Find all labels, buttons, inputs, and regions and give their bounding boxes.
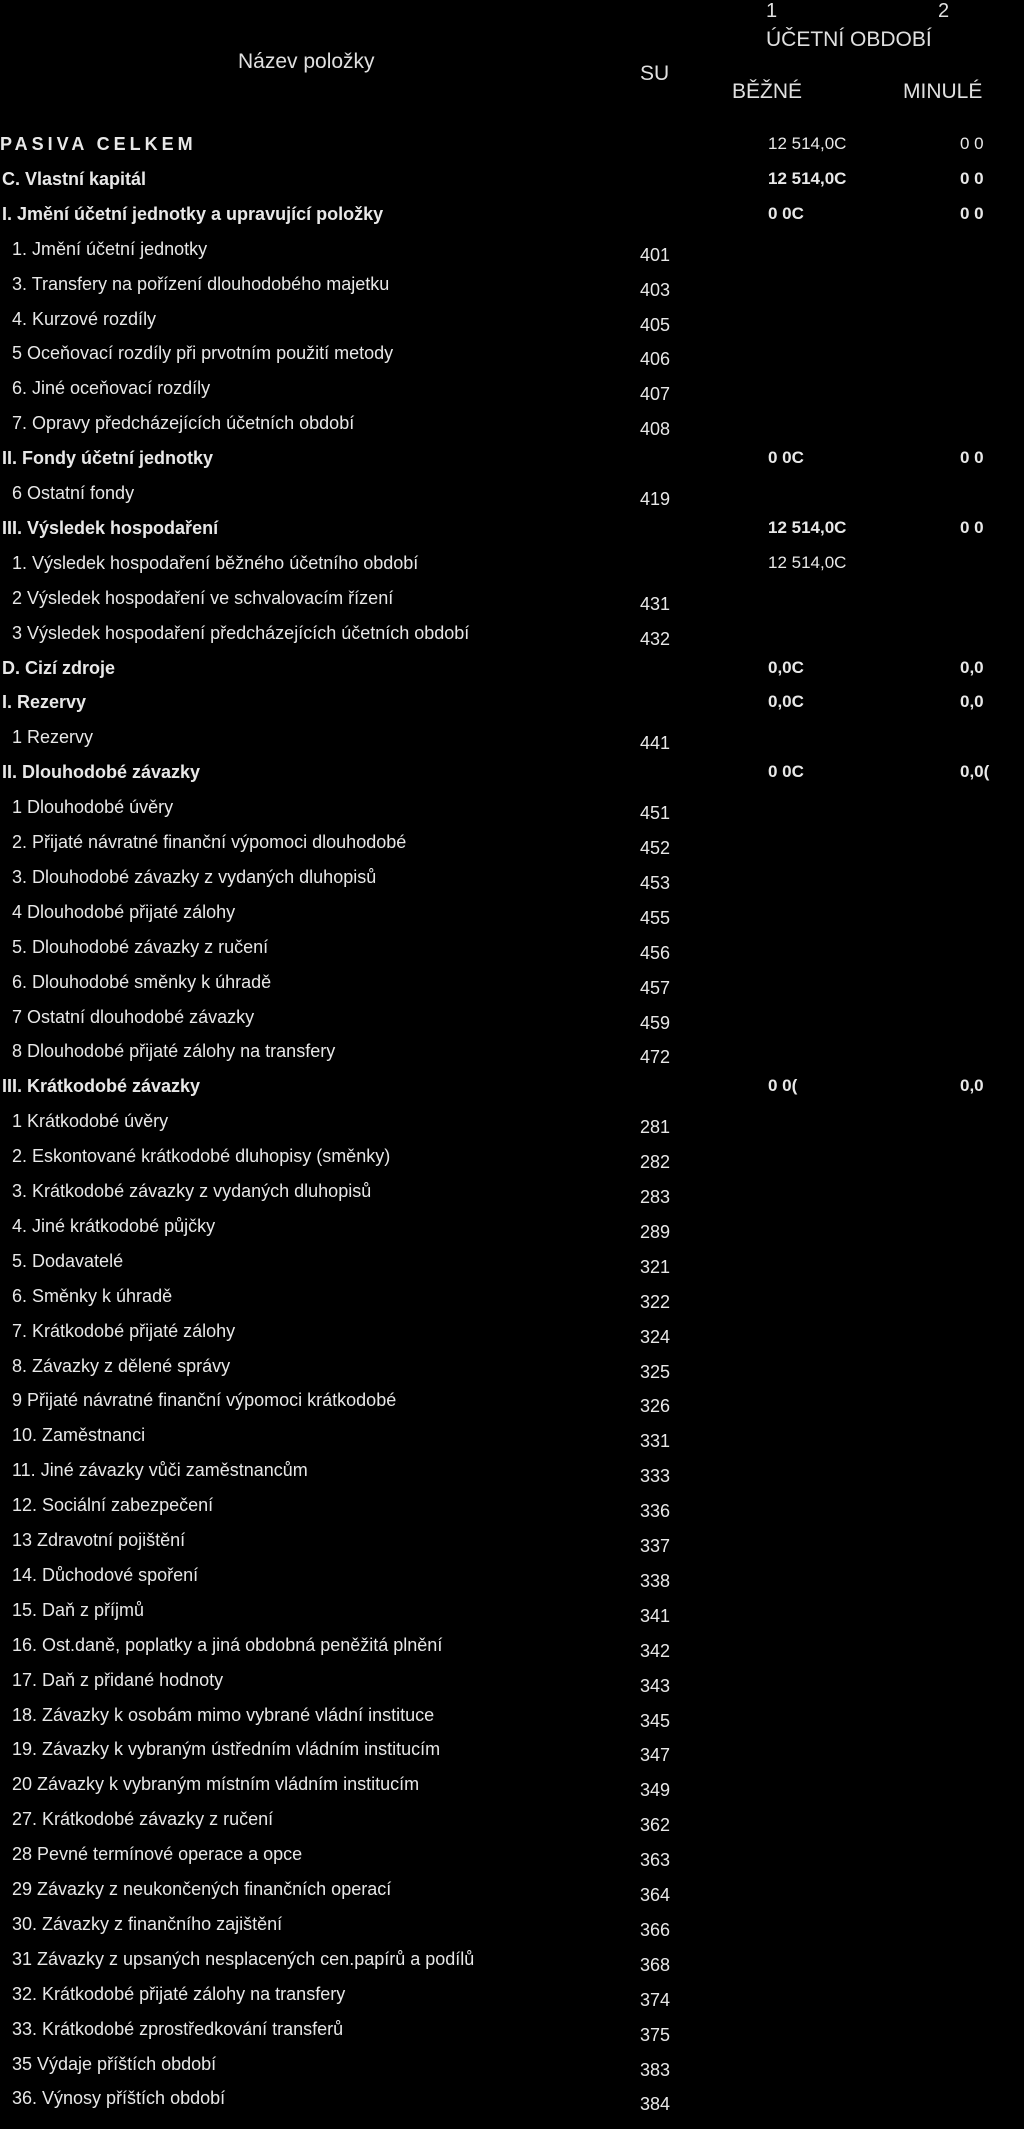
table-row [0,935,1024,970]
row-label: 4 Dlouhodobé přijaté zálohy [12,901,236,922]
row-label: 5. Dodavatelé [12,1250,124,1271]
table-row [0,1388,1024,1423]
row-su: 337 [640,1536,671,1556]
row-su: 375 [640,2024,671,2045]
table-row [0,167,1024,202]
row-su: 472 [640,1047,671,1068]
table-row [0,411,1024,446]
row-su: 441 [640,733,671,754]
table-row [0,1109,1024,1144]
table-row [0,656,1024,691]
table-row [0,760,1024,795]
row-label: 30. Závazky z finančního zajištění [12,1913,283,1934]
row-previous-value: 0 0 [960,203,984,223]
table-row [0,1703,1024,1738]
row-label: 1 Dlouhodobé úvěry [12,797,174,818]
row-label: 20 Závazky k vybraným místním vládním institucím [12,1774,420,1795]
row-label: 7. Opravy předcházejících účetních období [12,413,355,434]
table-row [0,1842,1024,1877]
row-current-value: 0,0C [768,657,804,677]
row-label: 8. Závazky z dělené správy [12,1355,231,1376]
row-label: 6. Dlouhodobé směnky k úhradě [12,971,272,992]
row-label: 2. Přijaté návratné finanční výpomoci dlouhodobé [12,832,407,852]
row-label: III. Krátkodobé závazky [2,1076,201,1097]
column-header-name: Název položky [238,50,375,73]
row-label: I. Jmění účetní jednotky a upravující položky [2,203,384,224]
row-label: 1 Rezervy [12,727,94,748]
table-row [0,621,1024,656]
table-row [0,690,1024,725]
table-row [0,1807,1024,1842]
row-current-value: 0 0( [768,1076,798,1096]
row-current-value: 0 0C [768,448,804,468]
row-su: 349 [640,1780,671,1801]
row-su: 455 [640,907,671,928]
row-label: 19. Závazky k vybraným ústředním vládním institucím [12,1739,441,1760]
row-su: 282 [640,1152,671,1173]
column-number-current: 1 [766,0,778,22]
table-row [0,586,1024,621]
table-row [0,1563,1024,1598]
row-su: 283 [640,1187,671,1207]
table-row [0,1319,1024,1354]
table-row [0,341,1024,376]
row-label: 29 Závazky z neukončených finančních operací [12,1879,392,1899]
table-row [0,1249,1024,1284]
row-label: 6 Ostatní fondy [12,483,135,503]
row-label: 9 Přijaté návratné finanční výpomoci krátkodobé [12,1390,397,1411]
row-label: 36. Výnosy příštích období [12,2088,226,2109]
row-su: 331 [640,1431,671,1452]
row-label: 12. Sociální zabezpečení [12,1495,214,1516]
table-row [0,1005,1024,1040]
row-label: 7 Ostatní dlouhodobé závazky [12,1006,255,1027]
row-previous-value: 0,0( [960,762,990,782]
row-current-value: 12 514,0C [768,517,847,537]
row-label: 3. Krátkodobé závazky z vydaných dluhopisů [12,1181,372,1201]
row-previous-value: 0 0 [960,168,984,188]
table-row [0,725,1024,760]
row-su: 326 [640,1396,671,1417]
row-su: 431 [640,593,671,614]
table-row [0,865,1024,900]
row-su: 366 [640,1919,671,1940]
table-row [0,1179,1024,1214]
row-label: 33. Krátkodobé zprostředkování transferů [12,2018,344,2039]
row-previous-value: 0 0 [960,134,984,153]
table-row [0,1354,1024,1389]
table-row [0,1423,1024,1458]
row-su: 363 [640,1850,671,1871]
row-su: 374 [640,1989,671,2010]
row-label: 2 Výsledek hospodaření ve schvalovacím řízení [12,587,394,608]
row-label: 3. Dlouhodobé závazky z vydaných dluhopisů [12,866,377,887]
row-su: 368 [640,1954,671,1975]
row-su: 347 [640,1745,671,1766]
table-row [0,830,1024,865]
table-row [0,1982,1024,2017]
column-header-previous: MINULÉ [903,80,983,103]
row-previous-value: 0 0 [960,517,984,537]
row-current-value: 12 514,0C [768,168,847,188]
row-current-value: 12 514,0C [768,134,847,153]
table-row [0,1947,1024,1982]
row-su: 333 [640,1466,671,1487]
row-label: PASIVA CELKEM [0,134,197,154]
row-su: 419 [640,489,671,509]
row-su: 451 [640,803,671,824]
row-label: 16. Ost.daně, poplatky a jiná obdobná peněžitá plnění [12,1634,443,1655]
table-row [0,1039,1024,1074]
row-label: 1. Výsledek hospodaření běžného účetního období [12,552,419,573]
table-row [0,1633,1024,1668]
row-previous-value: 0,0 [960,692,984,712]
table-row [0,376,1024,411]
table-row [0,1772,1024,1807]
table-row [0,970,1024,1005]
row-label: 27. Krátkodobé závazky z ručení [12,1809,274,1830]
table-row [0,2017,1024,2052]
column-header-current: BĚŽNÉ [732,80,803,103]
row-label: 35 Výdaje příštích období [12,2053,217,2074]
row-current-value: 12 514,0C [768,552,847,572]
row-label: 5. Dlouhodobé závazky z ručení [12,936,269,957]
column-header-su: SU [640,62,670,85]
table-row [0,237,1024,272]
table-row [0,1668,1024,1703]
row-label: 10. Zaměstnanci [12,1425,146,1446]
row-su: 364 [640,1885,671,1905]
table-row [0,1598,1024,1633]
table-row [0,1912,1024,1947]
row-su: 452 [640,838,671,858]
row-label: C. Vlastní kapitál [2,168,147,189]
row-su: 325 [640,1361,671,1382]
table-row [0,1528,1024,1563]
row-label: II. Dlouhodobé závazky [2,762,201,783]
row-label: 14. Důchodové spoření [12,1564,199,1585]
row-label: 8 Dlouhodobé přijaté zálohy na transfery [12,1041,336,1062]
row-label: 1. Jmění účetní jednotky [12,238,208,259]
row-label: 3. Transfery na pořízení dlouhodobého majetku [12,273,390,294]
table-row [0,481,1024,516]
row-label: 32. Krátkodobé přijaté zálohy na transfery [12,1983,346,2004]
row-previous-value: 0,0 [960,657,984,677]
table-row [0,1493,1024,1528]
row-su: 453 [640,872,671,893]
row-label: 5 Oceňovací rozdíly při prvotním použití metody [12,343,394,364]
table-row [0,2086,1024,2121]
row-current-value: 0,0C [768,692,804,712]
table-row [0,551,1024,586]
table-row [0,1284,1024,1319]
period-title: ÚČETNÍ OBDOBÍ [766,28,932,51]
table-row [0,202,1024,237]
column-number-previous: 2 [938,0,950,22]
table-row [0,1074,1024,1109]
row-su: 342 [640,1640,671,1661]
row-label: 28 Pevné termínové operace a opce [12,1844,303,1865]
table-row [0,272,1024,307]
row-label: II. Fondy účetní jednotky [2,448,214,469]
row-previous-value: 0 0 [960,448,984,468]
row-label: 7. Krátkodobé přijaté zálohy [12,1320,236,1341]
row-label: D. Cizí zdroje [2,657,116,678]
row-su: 406 [640,349,671,370]
row-su: 338 [640,1570,671,1591]
row-previous-value: 0,0 [960,1076,984,1096]
row-su: 407 [640,384,671,405]
table-row [0,307,1024,342]
row-current-value: 0 0C [768,203,804,223]
table-row [0,1737,1024,1772]
row-su: 321 [640,1256,671,1277]
row-su: 336 [640,1501,671,1522]
row-su: 383 [640,2059,671,2080]
row-su: 281 [640,1117,671,1138]
row-label: III. Výsledek hospodaření [2,517,219,538]
row-label: 15. Daň z příjmů [12,1599,145,1620]
row-su: 405 [640,314,671,335]
table-row [0,1458,1024,1493]
row-label: 17. Daň z přidané hodnoty [12,1669,224,1690]
row-su: 459 [640,1012,671,1033]
row-su: 403 [640,279,671,300]
table-row [0,132,1024,167]
row-su: 343 [640,1675,671,1696]
row-su: 289 [640,1221,671,1242]
table-row [0,2052,1024,2087]
table-row [0,1144,1024,1179]
row-label: 18. Závazky k osobám mimo vybrané vládní instituce [12,1704,435,1725]
row-su: 345 [640,1710,671,1731]
row-su: 384 [640,2094,671,2115]
row-label: 4. Kurzové rozdíly [12,308,157,329]
row-label: I. Rezervy [2,692,87,713]
row-su: 401 [640,244,671,265]
table-row [0,516,1024,551]
row-label: 4. Jiné krátkodobé půjčky [12,1215,216,1236]
table-row [0,1214,1024,1249]
row-label: 2. Eskontované krátkodobé dluhopisy (směnky) [12,1146,391,1167]
row-su: 456 [640,942,671,963]
row-label: 11. Jiné závazky vůči zaměstnancům [12,1460,308,1481]
row-label: 13 Zdravotní pojištění [12,1530,186,1550]
table-row [0,1877,1024,1912]
table-row [0,446,1024,481]
row-su: 432 [640,628,671,649]
row-su: 341 [640,1605,671,1626]
row-label: 6. Směnky k úhradě [12,1285,173,1306]
row-label: 3 Výsledek hospodaření předcházejících účetních období [12,622,470,643]
row-su: 324 [640,1326,671,1347]
row-su: 362 [640,1815,671,1836]
row-su: 408 [640,419,671,440]
row-current-value: 0 0C [768,762,804,782]
row-label: 6. Jiné oceňovací rozdíly [12,378,211,399]
row-label: 31 Závazky z upsaných nesplacených cen.papírů a podílů [12,1948,475,1969]
row-label: 1 Krátkodobé úvěry [12,1111,169,1132]
row-su: 457 [640,977,671,998]
table-row [0,900,1024,935]
row-su: 322 [640,1291,671,1312]
table-row [0,795,1024,830]
